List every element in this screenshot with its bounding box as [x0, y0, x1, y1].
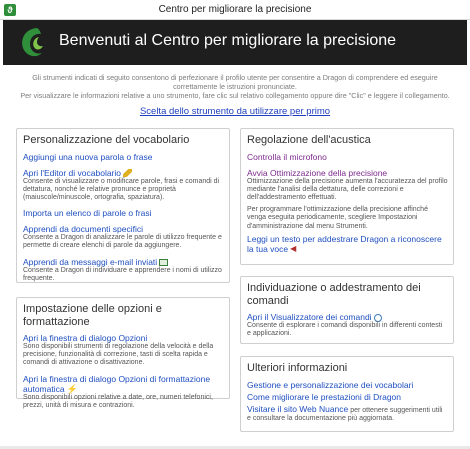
- vocabulary-panel-title: Personalizzazione del vocabolario: [23, 134, 190, 146]
- lightning-icon: ⚡: [66, 384, 78, 395]
- options-item-autoformat: [23, 374, 224, 410]
- title-bar: [0, 0, 470, 20]
- manage-vocabularies-link[interactable]: Gestione e personalizzazione dei vocabolari: [247, 379, 414, 390]
- header-banner: [3, 20, 467, 65]
- pencil-icon: [123, 169, 132, 177]
- info-item-performance: [247, 392, 448, 402]
- nuance-website-link[interactable]: Visitare il sito Web Nuance: [247, 403, 349, 414]
- options-dialog-link[interactable]: Apri la finestra di dialogo Opzioni: [23, 333, 148, 343]
- add-word-link[interactable]: Aggiungi una nuova parola o frase: [23, 151, 153, 162]
- import-list-link[interactable]: Importa un elenco di parole o frasi: [23, 208, 152, 219]
- autoformat-dialog-desc: Sono disponibili opzioni relative a date, ore, numeri telefonici, prezzi, unità di misura e contrazioni.: [23, 393, 213, 409]
- options-panel-title: Impostazione delle opzioni e formattazione: [23, 303, 162, 328]
- read-text-training-label: Leggi un testo per addestrare Dragon a riconoscere la tua voce: [247, 233, 442, 254]
- intro-line-1: Gli strumenti indicati di seguito consentono di perfezionare il profilo utente per consentire a Dragon di comprendere ed eseguire correttamente le istruzioni pronunciate.: [32, 73, 438, 91]
- acoustic-item-read: [247, 234, 448, 254]
- learn-email-label: Apprendi da messaggi e-mail inviati: [23, 256, 158, 267]
- acoustic-panel: [240, 128, 454, 265]
- command-browser-link[interactable]: [247, 312, 448, 322]
- vocab-item-editor: [23, 168, 224, 203]
- commands-panel: [240, 276, 454, 344]
- acoustic-panel-title: Regolazione dell'acustica: [247, 134, 371, 146]
- mail-icon: [159, 259, 168, 266]
- commands-item-browser: [247, 312, 448, 338]
- options-dialog-desc: Sono disponibili strumenti di regolazione della velocità e della precisione, funzionalità di correzione, tasti di scelta rapida e comandi di attivazione o disattivazione.: [23, 343, 214, 367]
- info-panel: [240, 356, 454, 432]
- options-item-dialog: [23, 333, 224, 368]
- vocab-item-documents: [23, 224, 224, 250]
- accuracy-optimizer-link[interactable]: Avvia Ottimizzazione della precisione: [247, 167, 388, 178]
- command-browser-label: Apri il Visualizzatore dei comandi: [247, 312, 372, 322]
- page-title: Benvenuti al Centro per migliorare la precisione: [59, 32, 397, 49]
- dragon-logo-icon: [17, 25, 47, 61]
- command-browser-desc: Consente di esplorare i comandi disponibili in differenti contesti e applicazioni.: [247, 322, 443, 338]
- nuance-website-text: [247, 404, 448, 423]
- learn-email-desc: Consente a Dragon di individuare e apprendere i nomi di utilizzo frequente.: [23, 266, 222, 282]
- dragon-app-icon[interactable]: ϑ: [4, 4, 16, 16]
- accuracy-optimizer-desc: Ottimizzazione della precisione aumenta l'accuratezza del profilo mediante l'analisi della dettatura, delle correzioni e dell'addestramento effettuati.: [247, 177, 448, 201]
- info-panel-title: Ulteriori informazioni: [247, 362, 348, 374]
- vocabulary-editor-link[interactable]: [23, 168, 224, 178]
- learn-documents-desc: Consente a Dragon di analizzare le parole di utilizzo frequente e permette di creare elenchi di parole da aggiungere.: [23, 234, 222, 250]
- vocab-item-add-word: [23, 152, 224, 162]
- acoustic-item-mic: [247, 152, 448, 162]
- learn-documents-link[interactable]: Apprendi da documenti specifici: [23, 224, 144, 235]
- vocabulary-editor-label: Apri l'Editor di vocabolario: [23, 167, 122, 178]
- options-panel: [16, 297, 230, 409]
- magnifier-icon: [374, 314, 382, 322]
- intro-line-2: Per visualizzare le informazioni relative a uno strumento, fare clic sul relativo collegamento oppure dire "Clic" e leggere il collegamento.: [20, 91, 450, 100]
- choose-first-tool-link[interactable]: Scelta dello strumento da utilizzare per primo: [139, 106, 331, 117]
- vocab-item-email: [23, 257, 224, 283]
- autoformat-dialog-link[interactable]: [23, 374, 224, 394]
- autoformat-dialog-label: Apri la finestra di dialogo Opzioni di formattazione automatica: [23, 373, 211, 394]
- info-item-vocab: [247, 380, 448, 390]
- info-item-website: [247, 404, 448, 423]
- acoustic-item-schedule: [247, 206, 448, 231]
- vocab-item-import: [23, 208, 224, 218]
- vocabulary-panel: [16, 128, 230, 283]
- schedule-optimizer-desc: Per programmare l'ottimizzazione della precisione affinché venga eseguita periodicamente, scegliere Impostazioni d'amministrazione dal menu Strumenti.: [247, 206, 428, 230]
- commands-panel-title: Individuazione o addestramento dei comandi: [247, 282, 421, 307]
- intro-text: [16, 73, 454, 100]
- acoustic-item-optimize: [247, 168, 448, 203]
- read-text-training-link[interactable]: [247, 234, 448, 254]
- learn-email-link[interactable]: [23, 257, 224, 267]
- improve-performance-link[interactable]: Come migliorare le prestazioni di Dragon: [247, 391, 402, 402]
- vocabulary-editor-desc: Consente di visualizzare o modificare parole, frasi e comandi di dettatura, nonché le relative pronunce e proprietà (maiuscole/minuscole, ortografia, spaziatura).: [23, 177, 220, 201]
- speaker-icon: ◀: [290, 244, 297, 254]
- window-title: Centro per migliorare la precisione: [158, 4, 312, 15]
- check-microphone-link[interactable]: Controlla il microfono: [247, 151, 327, 162]
- nuance-website-desc: per ottenere suggerimenti utili e consultare la documentazione più aggiornata.: [247, 406, 443, 422]
